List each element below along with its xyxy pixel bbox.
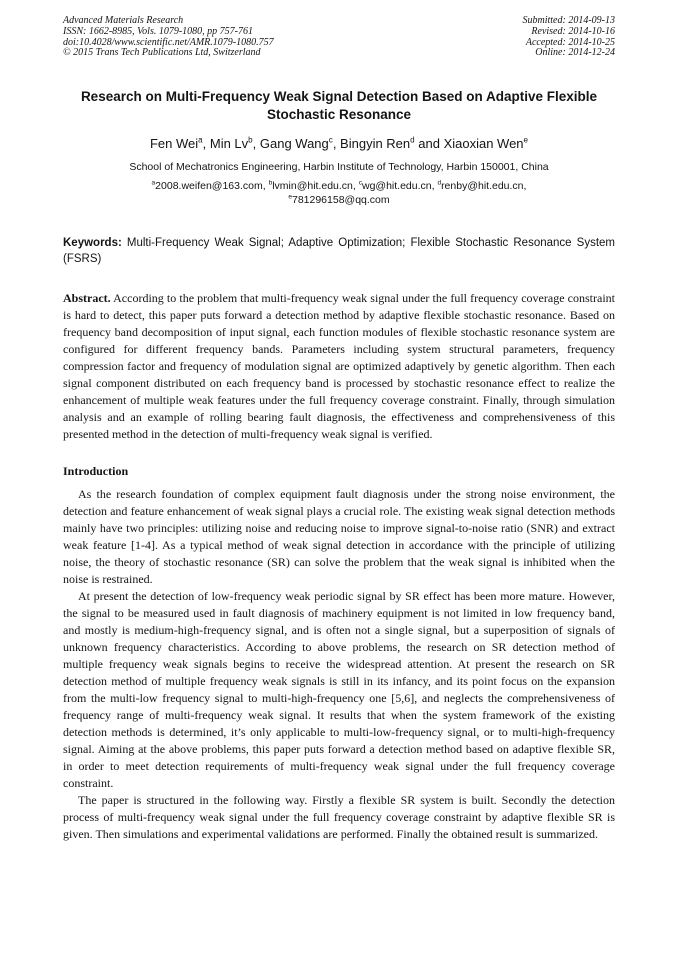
author-affiliation-mark: b xyxy=(248,135,253,145)
submission-date-line: Revised: 2014-10-16 xyxy=(531,25,615,37)
abstract-text: According to the problem that multi-frequency weak signal under the full frequency coverage constraint is hard to detect, this paper puts forward a detection method by adaptive flexible stochastic resonance. Based on frequency band decomposition of input signal, each function modules of flexible stochastic resonance system are configured for different frequency bands. Parameters including system structural parameters, frequency compression factor and frequency of modulation signal are optimized adaptively by genetic algorithm. Then each signal component distributed on each frequency band is processed by stochastic resonance effect to realize the enhancement of multiple weak features under the full frequency coverage constraint. Finally, through simulation analysis and an example of rolling bearing fault diagnosis, the effectiveness and comprehensiveness of this presented method in the detection of multi-frequency weak signal is verified. xyxy=(63,291,615,442)
author-affiliation-mark: d xyxy=(410,135,415,145)
introduction-heading: Introduction xyxy=(63,464,129,479)
email-line: $^a$2008.weifen@163.com, $^b$lvmin@hit.edu.cn, $^c$wg@hit.edu.cn, $^d$renby@hit.edu.cn, xyxy=(151,179,527,193)
journal-info xyxy=(63,16,274,59)
paragraph: At present the detection of low-frequency weak periodic signal by SR effect has been more mature. However, the signal to be measured used in fault diagnosis of machinery equipment is not limited in low frequency band, and mostly is medium-high-frequency signal, and is often not a single signal, but a superposition of signals of unknown frequency characteristics. According to above problems, the research on SR detection method of multiple frequency weak signals begins to receive the widespread attention. At present the research on SR detection method of multiple frequency weak signals is still in its infancy, and its point focus on the expansion from the multi-low frequency signal to multi-high-frequency one [5,6], and neglects the comprehensiveness of frequency range of multi-frequency weak signal. It results that when the system framework of the existing detection methods is determined, it’s only applicable to multi-low-frequency signal, or to multi-high-frequency signal. Aiming at the above problems, this paper puts forward a detection method based on adaptive flexible SR, in order to meet detection requirements of multi-frequency weak signal under the full frequency coverage constraint. xyxy=(63,589,615,791)
keywords xyxy=(63,235,615,267)
journal-info-line: doi:10.4028/www.scientific.net/AMR.1079-1080.757 xyxy=(63,36,274,48)
introduction-body xyxy=(63,486,615,843)
author-emails xyxy=(63,179,615,207)
email-affiliation-mark: e xyxy=(288,193,292,201)
submission-dates xyxy=(523,16,616,59)
affiliation: School of Mechatronics Engineering, Harbin Institute of Technology, Harbin 150001, China xyxy=(129,161,549,174)
email-affiliation-mark: c xyxy=(358,179,362,187)
journal-info-line: ISSN: 1662-8985, Vols. 1079-1080, pp 757-761 xyxy=(63,25,253,37)
email-affiliation-mark: b xyxy=(268,179,273,187)
submission-date-line: Accepted: 2014-10-25 xyxy=(525,36,615,48)
author-affiliation-mark: e xyxy=(523,135,529,145)
journal-info-line: Advanced Materials Research xyxy=(63,15,184,26)
author-affiliation-mark: c xyxy=(328,135,333,145)
submission-date-line: Online: 2014-12-24 xyxy=(535,47,615,59)
author-line: Fen Wei$^a$, Min Lv$^b$, Gang Wang$^c$, Bingyin Ren$^d$ and Xiaoxian Wen$^e$ xyxy=(149,135,529,152)
email-line: $^e$781296158@qq.com xyxy=(288,193,390,207)
abstract xyxy=(63,290,615,443)
paper-title: Research on Multi-Frequency Weak Signal Detection Based on Adaptive Flexible Stochastic Resonance xyxy=(80,89,598,123)
keywords-text: Multi-Frequency Weak Signal; Adaptive Optimization; Flexible Stochastic Resonance System (FSRS) xyxy=(63,237,615,266)
email-affiliation-mark: d xyxy=(437,179,442,187)
abstract-label: Abstract. xyxy=(63,291,111,306)
journal-info-line: © 2015 Trans Tech Publications Ltd, Switzerland xyxy=(63,47,261,59)
email-affiliation-mark: a xyxy=(151,179,156,187)
paragraph: The paper is structured in the following way. Firstly a flexible SR system is built. Secondly the detection process of multi-frequency weak signal under the full frequency coverage constraint by adaptive flexible SR is given. Then simulations and experimental validations are performed. Finally the obtained result is summarized. xyxy=(63,793,615,842)
paragraph: As the research foundation of complex equipment fault diagnosis under the strong noise environment, the detection and feature enhancement of weak signal plays a crucial role. The existing weak signal detection methods mainly have two principles: utilizing noise and reducing noise to improve signal-to-noise ratio (SNR) and extract weak feature [1-4]. As a typical method of weak signal detection in accordance with the principle of utilizing noise, the theory of stochastic resonance (SR) can solve the problem that the weak signal is inhibited when the noise is restrained. xyxy=(63,487,615,587)
keywords-label: Keywords: xyxy=(63,237,122,250)
submission-date-line: Submitted: 2014-09-13 xyxy=(522,15,615,26)
author-affiliation-mark: a xyxy=(198,135,203,145)
journal-header xyxy=(63,16,615,59)
